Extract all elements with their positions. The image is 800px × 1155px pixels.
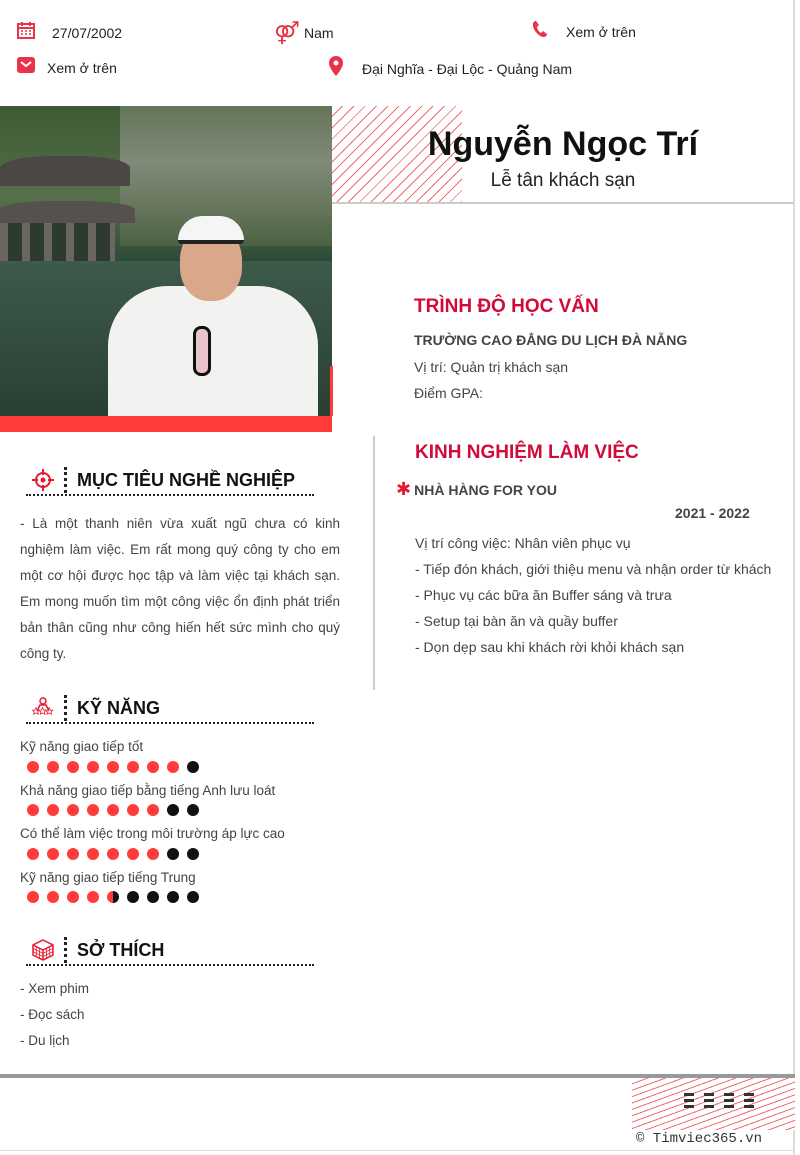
gender-icon: ⚤ xyxy=(274,20,300,45)
objective-heading: MỤC TIÊU NGHỀ NGHIỆP xyxy=(77,469,296,490)
rating-dot xyxy=(87,804,99,816)
rating-dot xyxy=(187,804,199,816)
cube-icon xyxy=(30,937,56,963)
birthday-value: 27/07/2002 xyxy=(52,24,123,41)
contact-gender xyxy=(274,20,334,46)
rating-dot xyxy=(27,848,39,860)
location-pin-icon xyxy=(326,56,346,81)
rating-dot xyxy=(67,761,79,773)
rating-dot xyxy=(67,804,79,816)
skill-label: Kỹ năng giao tiếp tiếng Trung xyxy=(20,870,196,885)
rating-dot xyxy=(127,761,139,773)
skill-label: Có thể làm việc trong môi trường áp lực cao xyxy=(20,826,285,841)
rating-dot xyxy=(107,848,119,860)
contact-phone xyxy=(530,20,636,43)
skill-label: Kỹ năng giao tiếp tốt xyxy=(20,739,144,754)
experience-line: - Dọn dẹp sau khi khách rời khỏi khách sạn xyxy=(415,639,685,655)
company-name: NHÀ HÀNG FOR YOU xyxy=(414,481,557,498)
rating-dot xyxy=(107,761,119,773)
experience-line: Vị trí công việc: Nhân viên phục vụ xyxy=(415,535,631,551)
rating-dot xyxy=(187,761,199,773)
rating-dot xyxy=(67,848,79,860)
address-value: Đại Nghĩa - Đại Lộc - Quảng Nam xyxy=(362,60,573,77)
experience-heading: KINH NGHIỆM LÀM VIỆC xyxy=(415,442,639,463)
rating-dot xyxy=(167,761,179,773)
skill-rating xyxy=(27,848,199,860)
rating-dot xyxy=(167,848,179,860)
skills-header xyxy=(26,694,314,724)
column-divider xyxy=(373,436,375,690)
hobbies-heading: SỞ THÍCH xyxy=(77,939,165,960)
photo-accent-bar xyxy=(0,416,332,432)
candidate-title: Lễ tân khách sạn xyxy=(490,170,636,191)
rating-dot xyxy=(127,891,139,903)
education-gpa: Điểm GPA: xyxy=(414,385,483,401)
education-heading: TRÌNH ĐỘ HỌC VẤN xyxy=(414,296,599,317)
rating-dot xyxy=(107,891,119,903)
rating-dot xyxy=(87,891,99,903)
rating-dot xyxy=(187,891,199,903)
rating-dot xyxy=(187,848,199,860)
experience-line: - Tiếp đón khách, giới thiệu menu và nhận order từ khách xyxy=(415,561,772,577)
hobby-item: - Du lịch xyxy=(20,1033,70,1048)
rating-dot xyxy=(47,804,59,816)
footer-marks-decoration xyxy=(684,1093,764,1108)
skills-heading: KỸ NĂNG xyxy=(77,697,161,718)
experience-period: 2021 - 2022 xyxy=(675,505,750,521)
rating-dot xyxy=(107,804,119,816)
person-stars-icon xyxy=(30,695,56,721)
target-icon xyxy=(30,467,56,493)
rating-dot xyxy=(147,761,159,773)
rating-dot xyxy=(127,848,139,860)
hobby-item: - Xem phim xyxy=(20,981,90,996)
rating-dot xyxy=(147,891,159,903)
hobbies-header xyxy=(26,936,314,966)
rating-dot xyxy=(147,848,159,860)
phone-value: Xem ở trên xyxy=(566,23,636,40)
rating-dot xyxy=(167,891,179,903)
rating-dot xyxy=(87,761,99,773)
skill-rating xyxy=(27,891,199,903)
hobby-item: - Đọc sách xyxy=(20,1007,85,1022)
photo-accent-side xyxy=(330,366,333,416)
experience-line: - Phục vụ các bữa ăn Buffer sáng và trưa xyxy=(415,587,672,603)
rating-dot xyxy=(67,891,79,903)
rating-dot xyxy=(27,804,39,816)
header-divider xyxy=(332,202,794,204)
skill-rating xyxy=(27,804,199,816)
objective-text: - Là một thanh niên vừa xuất ngũ chưa có kinh nghiệm làm việc. Em rất mong quý công ty cho em một cơ hội được học tập và làm việc tại khách sạn. Em mong muốn tìm một công việc ổn định phát triển bản thân cũng như công hiến hết sức mình cho quý công ty. xyxy=(20,516,340,661)
envelope-icon xyxy=(16,56,36,79)
profile-photo xyxy=(0,106,332,416)
education-position: Vị trí: Quản trị khách sạn xyxy=(414,359,569,375)
skill-rating xyxy=(27,761,199,773)
rating-dot xyxy=(167,804,179,816)
flower-bullet-icon: ✱ xyxy=(396,479,412,499)
candidate-name: Nguyễn Ngọc Trí xyxy=(427,125,699,163)
objective-header xyxy=(26,466,314,496)
rating-dot xyxy=(27,761,39,773)
rating-dot xyxy=(87,848,99,860)
rating-dot xyxy=(27,891,39,903)
gender-value: Nam xyxy=(304,25,334,41)
experience-line: - Setup tại bàn ăn và quầy buffer xyxy=(415,613,618,629)
experience-company xyxy=(396,479,557,500)
skill-label: Khả năng giao tiếp bằng tiếng Anh lưu loát xyxy=(20,783,276,798)
contact-birthday xyxy=(16,20,122,45)
rating-dot xyxy=(147,804,159,816)
rating-dot xyxy=(127,804,139,816)
phone-icon xyxy=(530,20,550,43)
contact-address xyxy=(326,56,572,81)
email-value: Xem ở trên xyxy=(47,59,117,76)
contact-email xyxy=(16,56,117,79)
rating-dot xyxy=(47,891,59,903)
calendar-icon xyxy=(16,20,36,45)
rating-dot xyxy=(47,761,59,773)
copyright-text: © Timviec365.vn xyxy=(636,1131,763,1147)
education-school: TRƯỜNG CAO ĐẲNG DU LỊCH ĐÀ NẴNG xyxy=(414,332,688,348)
rating-dot xyxy=(47,848,59,860)
